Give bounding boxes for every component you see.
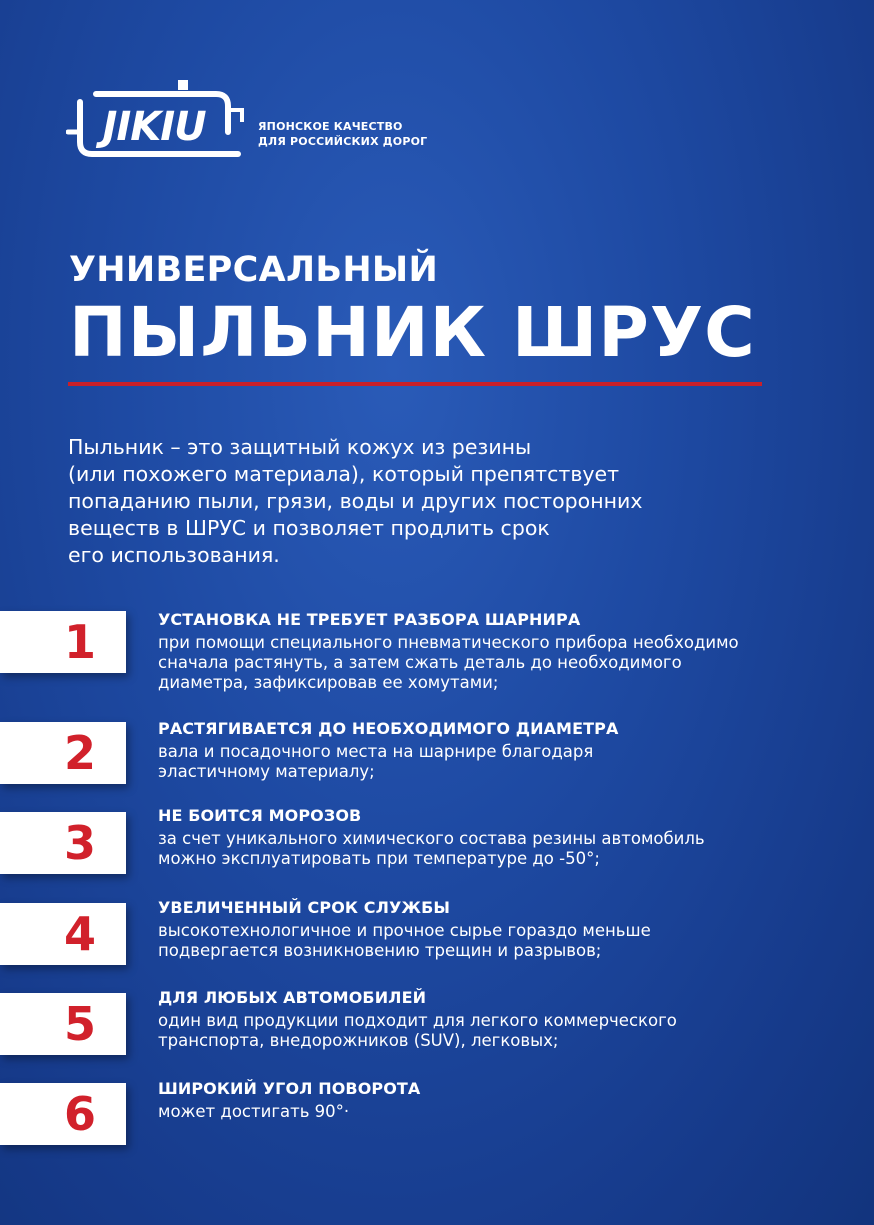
feature-description-line: можно эксплуатировать при температуре до -50°; bbox=[158, 849, 600, 868]
feature-description-line: за счет уникального химического состава резины автомобиль bbox=[158, 829, 705, 848]
feature-description-line: один вид продукции подходит для легкого коммерческого bbox=[158, 1011, 677, 1030]
feature-title: РАСТЯГИВАЕТСЯ ДО НЕОБХОДИМОГО ДИАМЕТРА bbox=[158, 719, 619, 738]
feature-description-line: эластичному материалу; bbox=[158, 762, 375, 781]
feature-description-line: при помощи специального пневматического прибора необходимо bbox=[158, 633, 739, 652]
title-line-2: ПЫЛЬНИК ШРУС bbox=[69, 293, 756, 373]
feature-description-line: диаметра, зафиксировав ее хомутами; bbox=[158, 673, 499, 692]
feature-title: ДЛЯ ЛЮБЫХ АВТОМОБИЛЕЙ bbox=[158, 988, 427, 1007]
brand-tagline bbox=[258, 119, 427, 149]
feature-title: ШИРОКИЙ УГОЛ ПОВОРОТА bbox=[158, 1079, 421, 1098]
title-underline bbox=[68, 382, 762, 386]
feature-number-box: 2 bbox=[0, 722, 126, 784]
feature-number-box: 6 bbox=[0, 1083, 126, 1145]
logo-wordmark: JIKIU bbox=[102, 104, 206, 150]
feature-description bbox=[158, 742, 593, 782]
feature-title: НЕ БОИТСЯ МОРОЗОВ bbox=[158, 806, 362, 825]
feature-number-box: 4 bbox=[0, 903, 126, 965]
feature-description bbox=[158, 633, 739, 693]
feature-description-line: подвергается возникновению трещин и разрывов; bbox=[158, 941, 602, 960]
feature-description-line: транспорта, внедорожников (SUV), легковых; bbox=[158, 1031, 559, 1050]
intro-line: Пыльник – это защитный кожух из резины bbox=[68, 435, 532, 459]
feature-description bbox=[158, 829, 705, 869]
feature-number-box: 5 bbox=[0, 993, 126, 1055]
title-line-1: УНИВЕРСАЛЬНЫЙ bbox=[69, 250, 439, 290]
feature-description bbox=[158, 921, 651, 961]
intro-line: попаданию пыли, грязи, воды и других посторонних bbox=[68, 489, 643, 513]
feature-number-box: 1 bbox=[0, 611, 126, 673]
feature-number-box: 3 bbox=[0, 812, 126, 874]
feature-description-line: сначала растянуть, а затем сжать деталь до необходимого bbox=[158, 653, 682, 672]
feature-title: УВЕЛИЧЕННЫЙ СРОК СЛУЖБЫ bbox=[158, 898, 451, 917]
intro-line: веществ в ШРУС и позволяет продлить срок bbox=[68, 516, 550, 540]
feature-description-line: высокотехнологичное и прочное сырье гораздо меньше bbox=[158, 921, 651, 940]
feature-description bbox=[158, 1102, 349, 1122]
feature-description-line: вала и посадочного места на шарнире благодаря bbox=[158, 742, 594, 761]
jikiu-logo bbox=[66, 80, 246, 160]
feature-description-line: может достигать 90°· bbox=[158, 1102, 350, 1121]
feature-title: УСТАНОВКА НЕ ТРЕБУЕТ РАЗБОРА ШАРНИРА bbox=[158, 610, 581, 629]
feature-description bbox=[158, 1011, 677, 1051]
intro-paragraph bbox=[68, 434, 768, 569]
tagline-line: ЯПОНСКОЕ КАЧЕСТВО bbox=[258, 120, 403, 133]
tagline-line: ДЛЯ РОССИЙСКИХ ДОРОГ bbox=[258, 135, 428, 148]
intro-line: (или похожего материала), который препятствует bbox=[68, 462, 620, 486]
intro-line: его использования. bbox=[68, 543, 280, 567]
